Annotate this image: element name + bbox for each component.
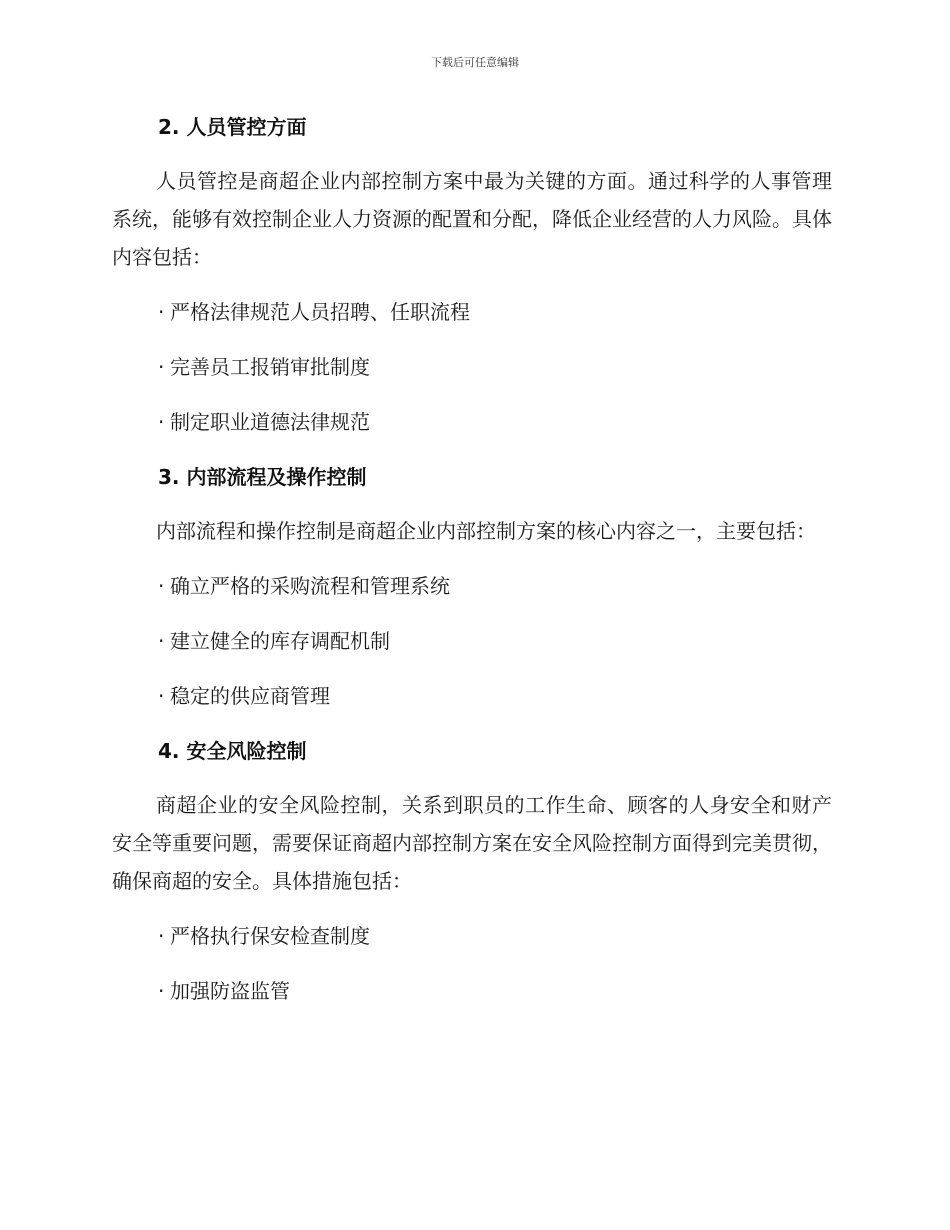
list-item-text: 严格执行保安检查制度 [170,924,370,948]
bullet-icon: · [158,574,165,598]
list-item [158,972,832,1010]
list-item [158,677,832,715]
section-internal-process [112,458,832,715]
list-item [158,403,832,441]
section-personnel-control [112,108,832,441]
list-item-text: 确立严格的采购流程和管理系统 [170,574,450,598]
list-item-text: 加强防盗监管 [170,979,290,1003]
section-title: 4. 安全风险控制 [158,739,307,763]
page-header: 下载后可任意编辑 [431,56,519,69]
section-paragraph: 商超企业的安全风险控制，关系到职员的工作生命、顾客的人身安全和财产安全等重要问题，需要保证商超内部控制方案在安全风险控制方面得到完美贯彻，确保商超的安全。具体措施包括： [112,793,832,893]
list-item [158,622,832,660]
list-item-text: 制定职业道德法律规范 [170,410,370,434]
section-paragraph: 内部流程和操作控制是商超企业内部控制方案的核心内容之一，主要包括： [156,519,816,543]
list-item [158,917,832,955]
bullet-icon: · [158,924,165,948]
list-item-text: 稳定的供应商管理 [170,684,330,708]
list-item [158,293,832,331]
bullet-icon: · [158,629,165,653]
bullet-icon: · [158,300,165,324]
document-body [112,108,832,1027]
bullet-icon: · [158,684,165,708]
list-item-text: 完善员工报销审批制度 [170,355,370,379]
section-security-risk [112,732,832,1010]
bullet-icon: · [158,355,165,379]
list-item-text: 严格法律规范人员招聘、任职流程 [170,300,470,324]
section-title: 2. 人员管控方面 [158,115,307,139]
section-paragraph: 人员管控是商超企业内部控制方案中最为关键的方面。通过科学的人事管理系统，能够有效控制企业人力资源的配置和分配，降低企业经营的人力风险。具体内容包括： [112,169,832,269]
bullet-icon: · [158,979,165,1003]
list-item-text: 建立健全的库存调配机制 [170,629,390,653]
bullet-list [112,917,832,1010]
bullet-list [112,293,832,441]
list-item [158,348,832,386]
section-title: 3. 内部流程及操作控制 [158,465,367,489]
bullet-icon: · [158,410,165,434]
bullet-list [112,567,832,715]
list-item [158,567,832,605]
